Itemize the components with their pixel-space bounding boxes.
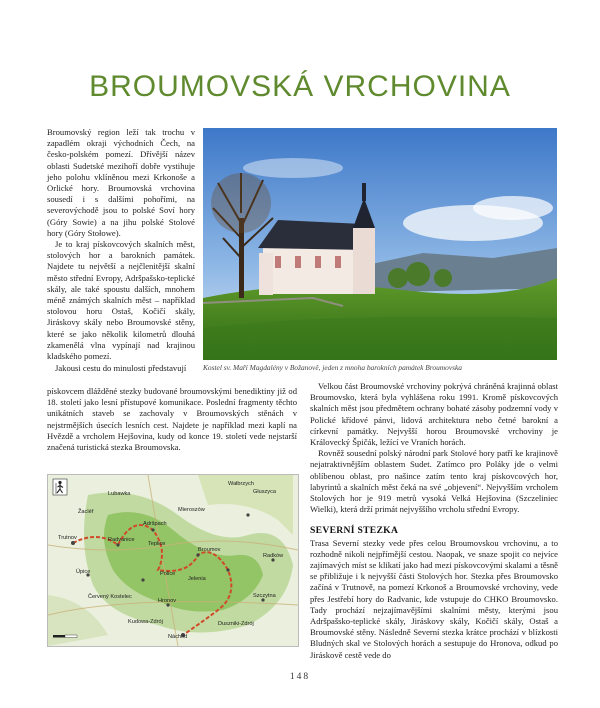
map-label: Hronov — [158, 598, 177, 604]
page-title: BROUMOVSKÁ VRCHOVINA — [89, 70, 511, 103]
paths-intro-text: Jakousi cestu do minulosti představují — [55, 363, 187, 373]
map-label: Červený Kostelec — [88, 594, 132, 600]
scale-bar — [53, 635, 77, 638]
map-label: Duszniki-Zdrój — [218, 621, 254, 627]
trail-map — [47, 474, 299, 647]
map-label: Broumov — [198, 547, 221, 553]
page-number: 148 — [289, 672, 311, 682]
map-label: Kudowa-Zdrój — [128, 619, 163, 625]
map-label: Trutnov — [58, 535, 77, 541]
intro-paragraph: Je to kraj pískovcových skalních měst, stolových hor a barokních památek. Najdete tu největší a nejčlenitější skalní město střední Evropy, Adršpašsko-teplické skály, ale také spoustu dalších, mnohem méně známých skalních měst – například stolovou horu Ostaš, Kočičí skály, Jiráskovy skály nebo Broumovské stěny, které se jako několik kilometrů dlouhá zkamenělá vlna vypínají nad krajinou kladského pomezí. — [47, 239, 195, 362]
map-label: Lubawka — [108, 491, 131, 497]
right-paragraph: Rovněž sousední polský národní park Stolové hory patří ke krajinově nejatraktivnějším oblastem Sudet. Zatímco pro Poláky jde o velmi oblíbenou oblast, pro našince zatím tento kraj pískovcových hor, labyrintů a skalních měst čeká na své „objevení“. Nejvyšším vrcholem Stolových hor je 919 metrů vysoká Velká Hejšovina (Szczeliniec Wielki), která drží primát nejvyššího vrcholu střední Evropy. — [310, 448, 558, 515]
church-photo — [203, 128, 557, 360]
map-label: Radvanice — [108, 537, 135, 543]
section-heading: SEVERNÍ STEZKA — [310, 525, 399, 537]
map-label: Głuszyca — [253, 489, 277, 495]
paths-paragraph — [47, 386, 297, 453]
map-label: Mieroszów — [178, 507, 205, 513]
map-label: Náchod — [168, 634, 188, 640]
right-paragraph: Velkou část Broumovské vrchoviny pokrývá chráněná krajinná oblast Broumovsko, která byla vyhlášena roku 1991. Kromě pískovcových skalních měst jsou předmětem ochrany bohaté zásoby podzemní vody v Polické křídové pánvi, lidová architektura nebo četné barokní a církevní památky. Nejvyšší horou Broumovské vrchoviny je Královecký Špičák, ležící ve Vraních horách. — [310, 381, 558, 448]
hiker-icon — [53, 479, 67, 495]
paths-paragraph-text: pískovcem dlážděné stezky budované broumovskými benediktiny již od 18. století jako lesní přístupové komunikace. Poslední fragmenty těchto unikátních staveb se zachovaly v Broumovských stěnách v nejstrmějších úsecích lesních cest. Najdete je například mezi kaplí na Hvězdě a vrcholem Hejšovina, kudy od konce 19. století vede nejstarší značená turistická stezka Broumovska. — [47, 386, 297, 453]
paths-intro — [47, 363, 195, 374]
map-label: Úpice — [76, 569, 91, 575]
map-label: Radków — [263, 553, 284, 559]
right-column — [310, 381, 558, 661]
map-label: Žacléř — [78, 509, 94, 515]
map-label: Wałbrzych — [228, 481, 254, 487]
section-text: Trasa Severní stezky vede přes celou Broumovskou vrchovinu, a to rozhodně nikoli nejpřímější cestou. Naopak, ve snaze spojit co nejvíce zajímavých míst se klikatí jako had mezi pískovcovými skalami a těsně se přibližuje i k nejvyšší části Stolových hor. Stezka přes Broumovsko začíná v Trutnově, na pomezí Krkonoš a Broumovské vrchoviny, vede přes Jestřebí hory do Radvanic, kde vstupuje do CHKO Broumovsko. Tady prochází nejzajímavějšími skalními městy, kterými jsou Adršpašsko-teplické skály, Jiráskovy skály, Kočičí skály, Ostaš a Broumovské stěny. Následně Severní stezka krátce prochází v blízkosti Bludných skal ve Stolových horách a sestupuje do Hronova, odkud po Jiráskově cestě vede do — [310, 537, 558, 660]
map-label: Jelenia — [188, 576, 206, 582]
intro-column — [47, 127, 195, 362]
map-label: Szczytna — [253, 593, 276, 599]
map-label: Adršpach — [143, 521, 167, 527]
map-label: Teplice — [148, 541, 166, 547]
map-label: Police — [160, 571, 176, 577]
photo-caption: Kostel sv. Maří Magdalény v Božanově, jeden z mnoha barokních památek Broumovska — [203, 363, 462, 372]
intro-paragraph: Broumovský region leží tak trochu v zapadlém okraji východních Čech, na česko-polském pomezí. Dřívější název oblasti Sudetské mezihoří dobře vystihuje jeho polohu vklíněnou mezi Krkonoše a Orlické hory. Broumovská vrchovina sousedí i s dalšími pohořími, na severovýchodě jsou to polské Soví hory (Góry Sowie) a na jihu polské Stolové hory (Góry Stołowe). — [47, 127, 195, 238]
